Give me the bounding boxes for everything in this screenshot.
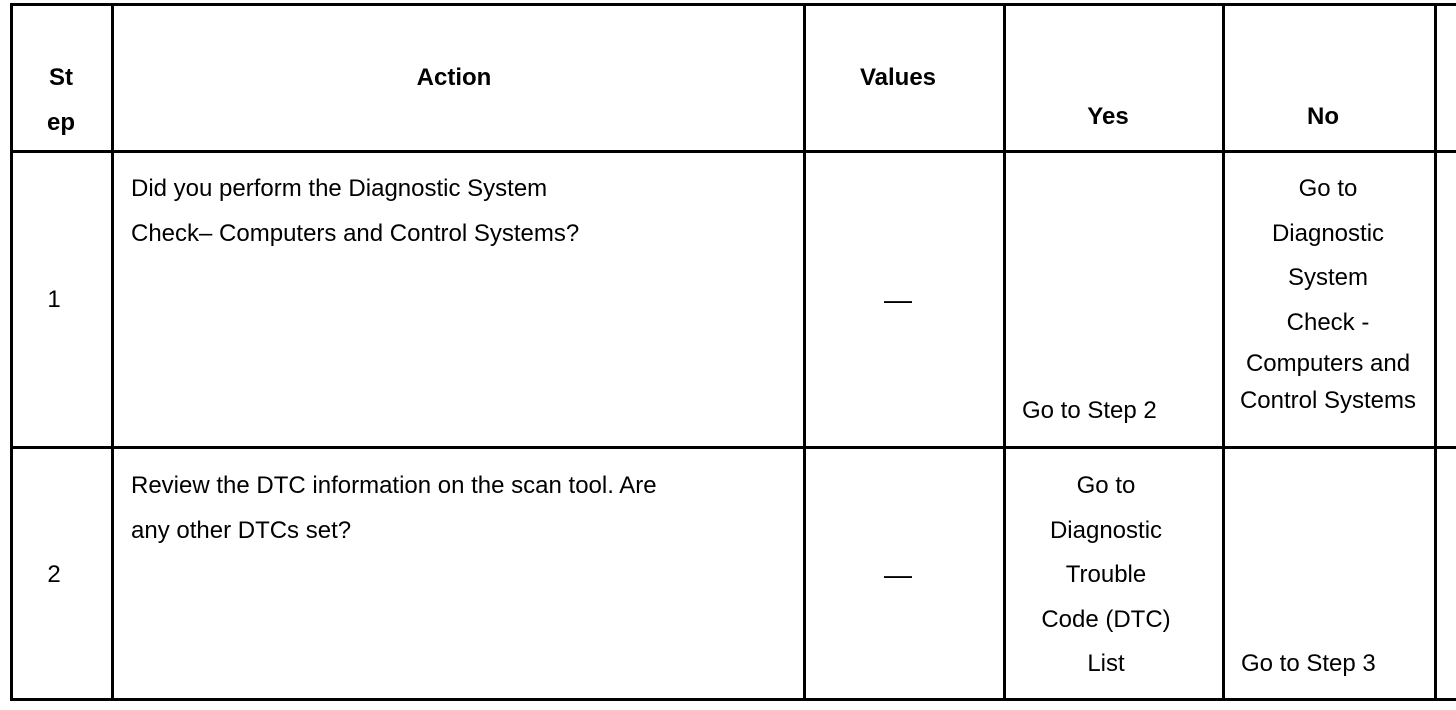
row1-no-line3: System xyxy=(1287,264,1368,291)
header-step-line1: St xyxy=(49,64,73,91)
row1-no xyxy=(1228,167,1428,419)
row2-step: 2 xyxy=(47,561,61,588)
header-yes: Yes xyxy=(1087,103,1129,130)
header-step-line2: ep xyxy=(46,108,75,136)
row2-yes xyxy=(1006,464,1206,687)
row2-yes-line2: Diagnostic xyxy=(1049,516,1163,544)
row1-yes: Go to Step 2 xyxy=(1022,397,1157,424)
header-divider xyxy=(10,150,1456,153)
table-border-bottom xyxy=(10,698,1456,701)
row1-no-line1: Go to xyxy=(1298,175,1358,202)
header-step xyxy=(14,56,108,145)
row2-values: — xyxy=(884,559,912,590)
row2-action xyxy=(131,464,657,553)
row1-no-line5: Computers and xyxy=(1245,350,1411,377)
row1-no-line4: Check - xyxy=(1286,308,1370,336)
row-divider xyxy=(10,446,1456,449)
row2-action-line2: any other DTCs set? xyxy=(131,516,352,544)
row1-action xyxy=(131,167,579,256)
col-divider-step-action xyxy=(111,3,114,701)
header-action: Action xyxy=(416,64,492,91)
row1-no-line6: Control Systems xyxy=(1239,387,1417,414)
table-border-right xyxy=(1434,3,1437,701)
table-border-top xyxy=(10,3,1456,6)
row2-yes-line3: Trouble xyxy=(1065,561,1147,588)
row1-action-line2: Check– Computers and Control Systems? xyxy=(131,219,580,247)
row2-yes-line1: Go to xyxy=(1076,472,1136,499)
row1-no-line2: Diagnostic xyxy=(1271,219,1385,247)
table-border-left xyxy=(10,3,13,701)
row1-values: — xyxy=(884,284,912,315)
header-no: No xyxy=(1307,103,1339,130)
row1-step: 1 xyxy=(47,286,61,313)
row2-yes-line5: List xyxy=(1087,650,1125,677)
row1-action-line1: Did you perform the Diagnostic System xyxy=(131,175,548,202)
row2-yes-line4: Code (DTC) xyxy=(1041,605,1171,633)
row2-action-line1: Review the DTC information on the scan tool. Are xyxy=(131,472,657,499)
row2-no: Go to Step 3 xyxy=(1241,650,1376,677)
header-values: Values xyxy=(859,64,937,91)
